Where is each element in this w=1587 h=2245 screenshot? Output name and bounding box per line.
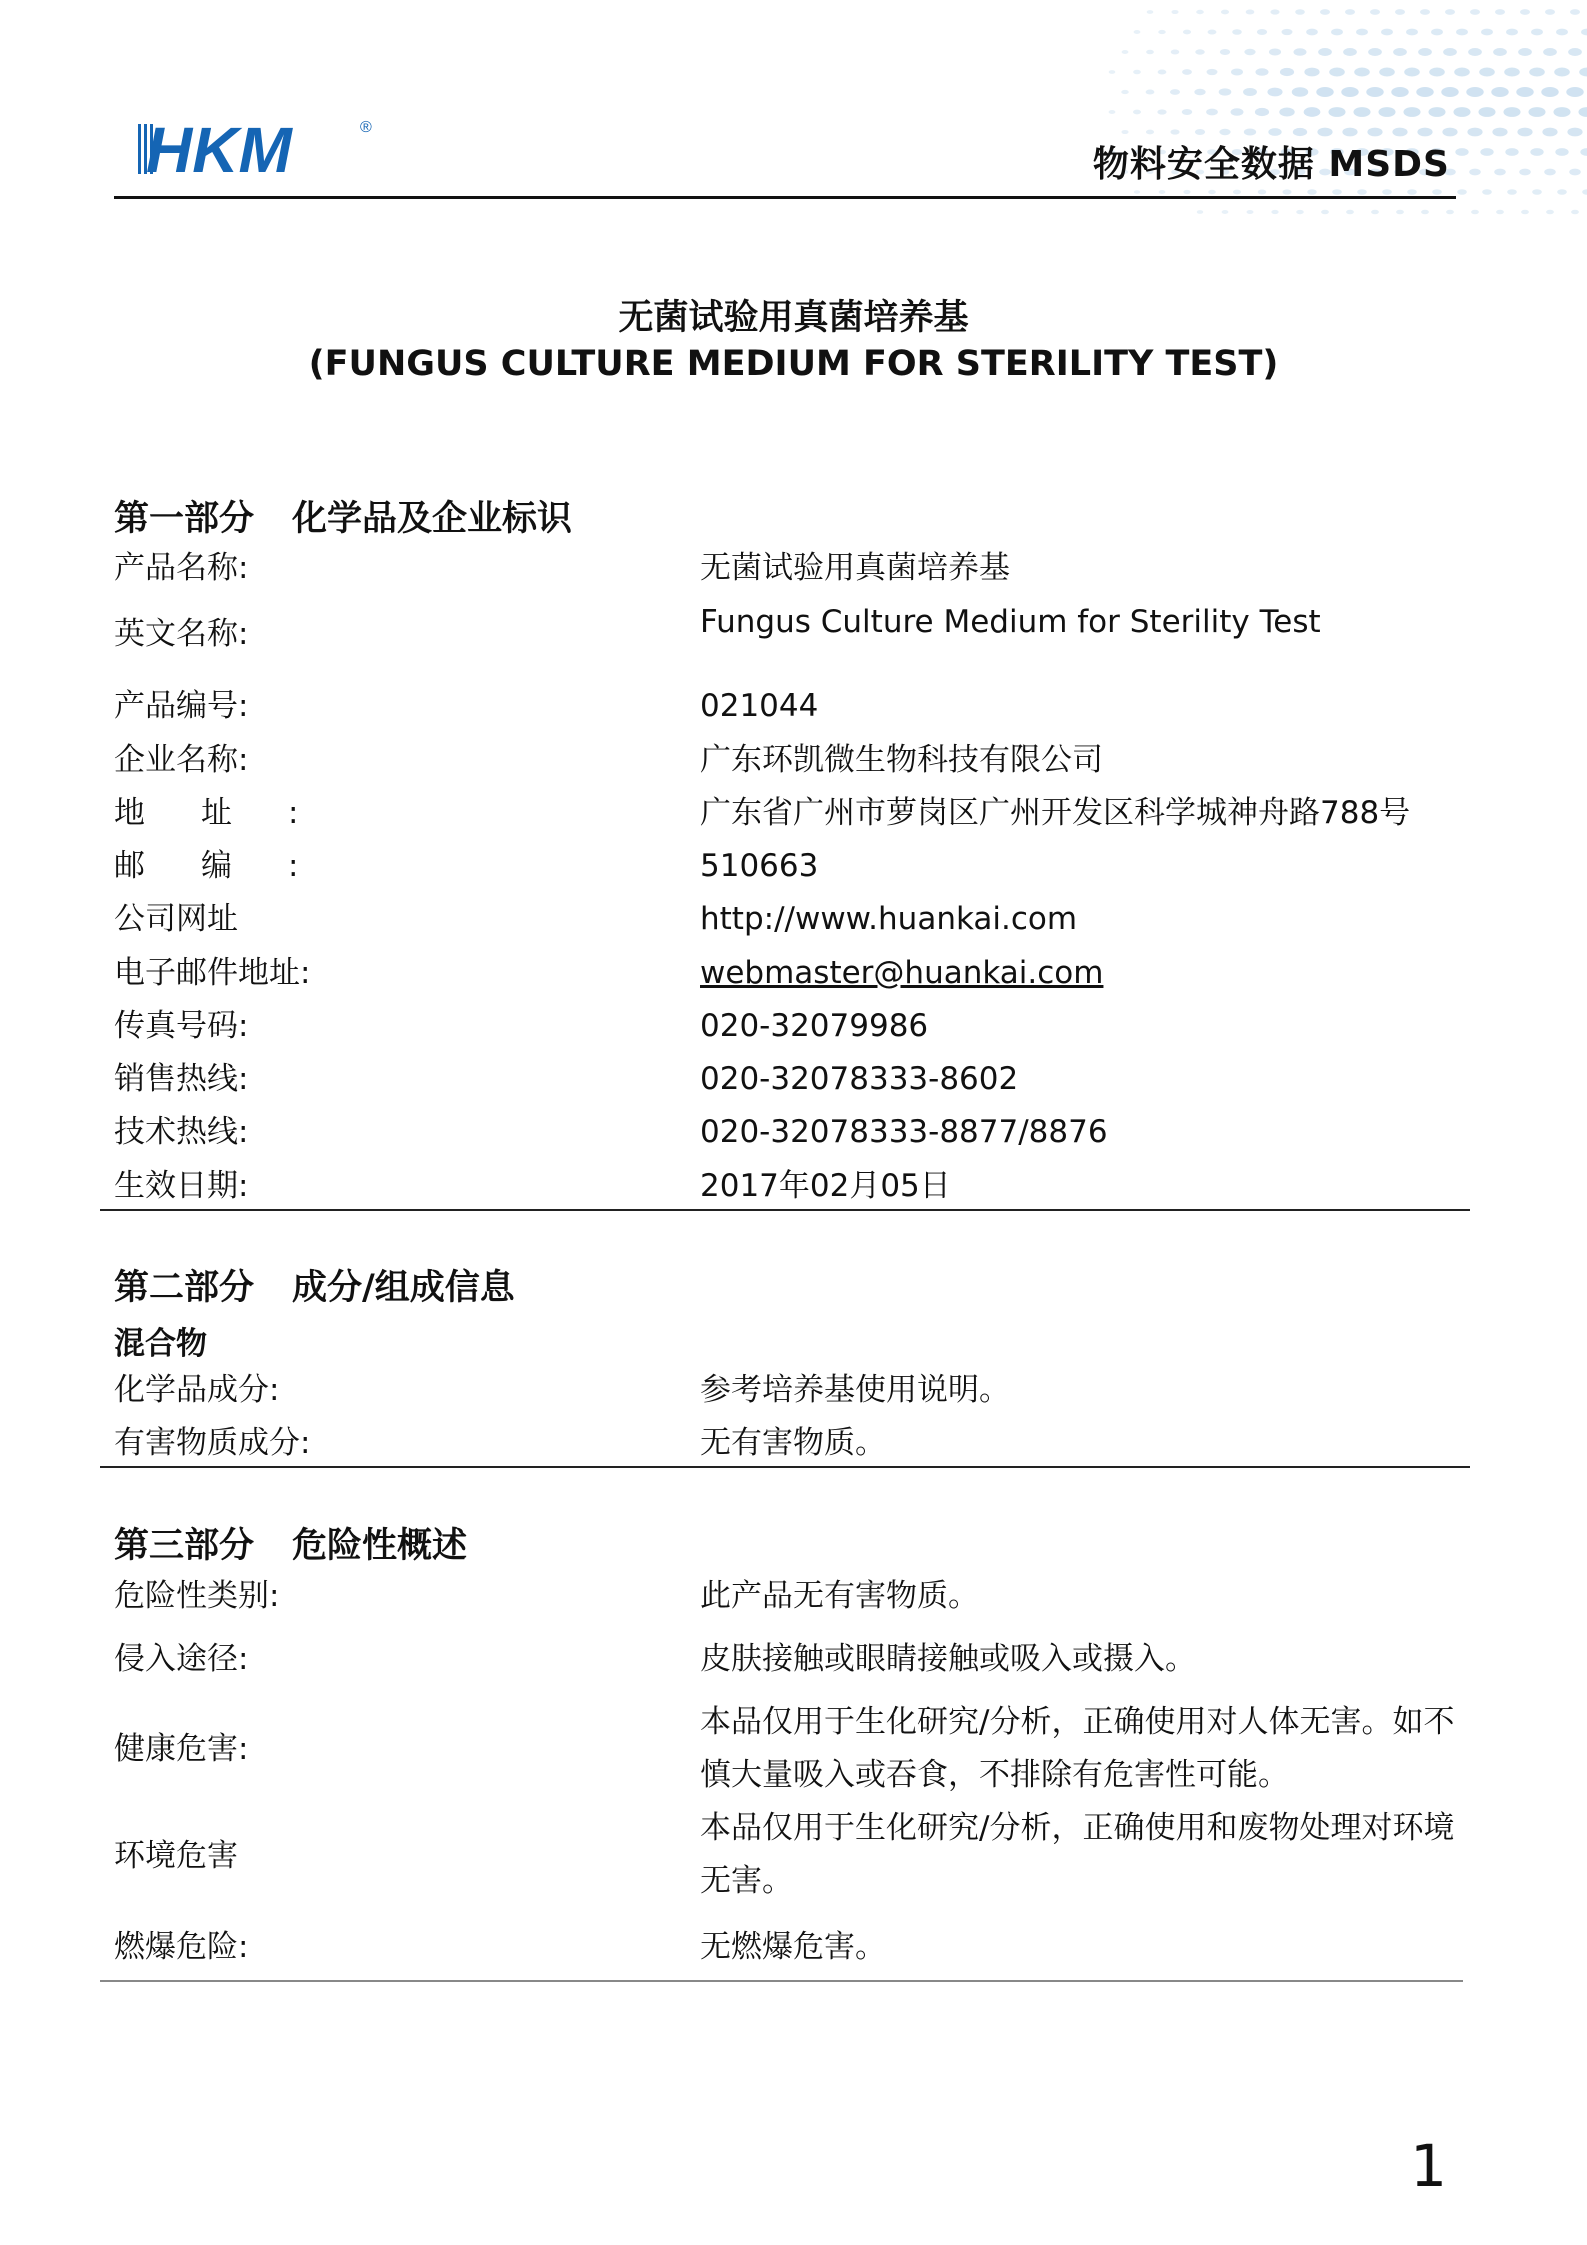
- label-exposure-routes: 侵入途径:: [114, 1641, 249, 1677]
- document-title-en: (FUNGUS CULTURE MEDIUM FOR STERILITY TEST): [308, 344, 1279, 384]
- value-chemical-composition: 参考培养基使用说明。: [700, 1372, 1010, 1408]
- section-1-part: 第一部分: [114, 499, 255, 539]
- value-website[interactable]: http://www.huankai.com: [700, 901, 1078, 937]
- label-environmental-hazard: 环境危害: [114, 1838, 238, 1874]
- header-divider: [114, 196, 1456, 199]
- document-title-zh: 无菌试验用真菌培养基: [618, 298, 969, 338]
- section-3-heading: [114, 1518, 467, 1568]
- section-1-divider: [100, 1209, 1470, 1211]
- label-fire-explosion-hazard: 燃爆危险:: [114, 1929, 249, 1965]
- section-3-divider: [100, 1980, 1463, 1982]
- section-1-name: 化学品及企业标识: [292, 499, 573, 539]
- logo-registered-mark: ®: [360, 119, 372, 136]
- label-hazard-category: 危险性类别:: [114, 1578, 280, 1614]
- value-sales-hotline: 020-32078333-8602: [700, 1061, 1019, 1097]
- label-health-hazard: 健康危害:: [114, 1731, 249, 1767]
- label-tech-hotline: 技术热线:: [114, 1114, 249, 1150]
- section-1-heading: [114, 491, 572, 541]
- section-2-part: 第二部分: [114, 1268, 255, 1308]
- label-fax: 传真号码:: [114, 1008, 249, 1044]
- label-hazardous-components: 有害物质成分:: [114, 1425, 311, 1461]
- value-english-name: Fungus Culture Medium for Sterility Test: [700, 604, 1321, 640]
- label-product-name: 产品名称:: [114, 550, 249, 586]
- value-tech-hotline: 020-32078333-8877/8876: [700, 1114, 1108, 1150]
- label-postcode: 邮编:: [114, 848, 355, 884]
- section-3-name: 危险性概述: [292, 1526, 468, 1566]
- section-2-divider: [100, 1466, 1470, 1468]
- label-english-name: 英文名称:: [114, 616, 249, 652]
- value-hazard-category: 此产品无有害物质。: [700, 1578, 979, 1614]
- value-company-name: 广东环凯微生物科技有限公司: [700, 742, 1103, 778]
- logo-text: HKM: [146, 114, 292, 186]
- section-2-heading: [114, 1260, 515, 1310]
- label-chemical-composition: 化学品成分:: [114, 1372, 280, 1408]
- section-2-subheading: 混合物: [114, 1326, 207, 1362]
- value-product-name: 无菌试验用真菌培养基: [700, 550, 1010, 586]
- value-environmental-hazard: 本品仅用于生化研究/分析，正确使用和废物处理对环境无害。: [700, 1810, 1455, 1899]
- value-postcode: 510663: [700, 848, 819, 884]
- value-health-hazard: 本品仅用于生化研究/分析，正确使用对人体无害。如不慎大量吸入或吞食，不排除有危害性可能。: [700, 1704, 1455, 1793]
- section-2-name: 成分/组成信息: [292, 1268, 515, 1308]
- label-company-name: 企业名称:: [114, 742, 249, 778]
- value-effective-date: 2017年02月05日: [700, 1168, 951, 1204]
- value-product-code: 021044: [700, 688, 819, 724]
- email-link[interactable]: webmaster@huankai.com: [700, 955, 1104, 991]
- value-address: 广东省广州市萝岗区广州开发区科学城神舟路788号: [700, 795, 1411, 831]
- label-sales-hotline: 销售热线:: [114, 1061, 249, 1097]
- header-title: 物料安全数据 MSDS: [1092, 144, 1450, 185]
- label-product-code: 产品编号:: [114, 688, 249, 724]
- label-email: 电子邮件地址:: [114, 955, 311, 991]
- value-hazardous-components: 无有害物质。: [700, 1425, 886, 1461]
- page-number: 1: [1410, 2132, 1447, 2200]
- value-fire-explosion-hazard: 无燃爆危害。: [700, 1929, 886, 1965]
- company-logo: [132, 110, 382, 188]
- label-address: 地址:: [114, 795, 355, 831]
- label-website: 公司网址: [114, 901, 238, 937]
- section-3-part: 第三部分: [114, 1526, 255, 1566]
- value-fax: 020-32079986: [700, 1008, 929, 1044]
- value-exposure-routes: 皮肤接触或眼睛接触或吸入或摄入。: [700, 1641, 1196, 1677]
- label-effective-date: 生效日期:: [114, 1168, 249, 1204]
